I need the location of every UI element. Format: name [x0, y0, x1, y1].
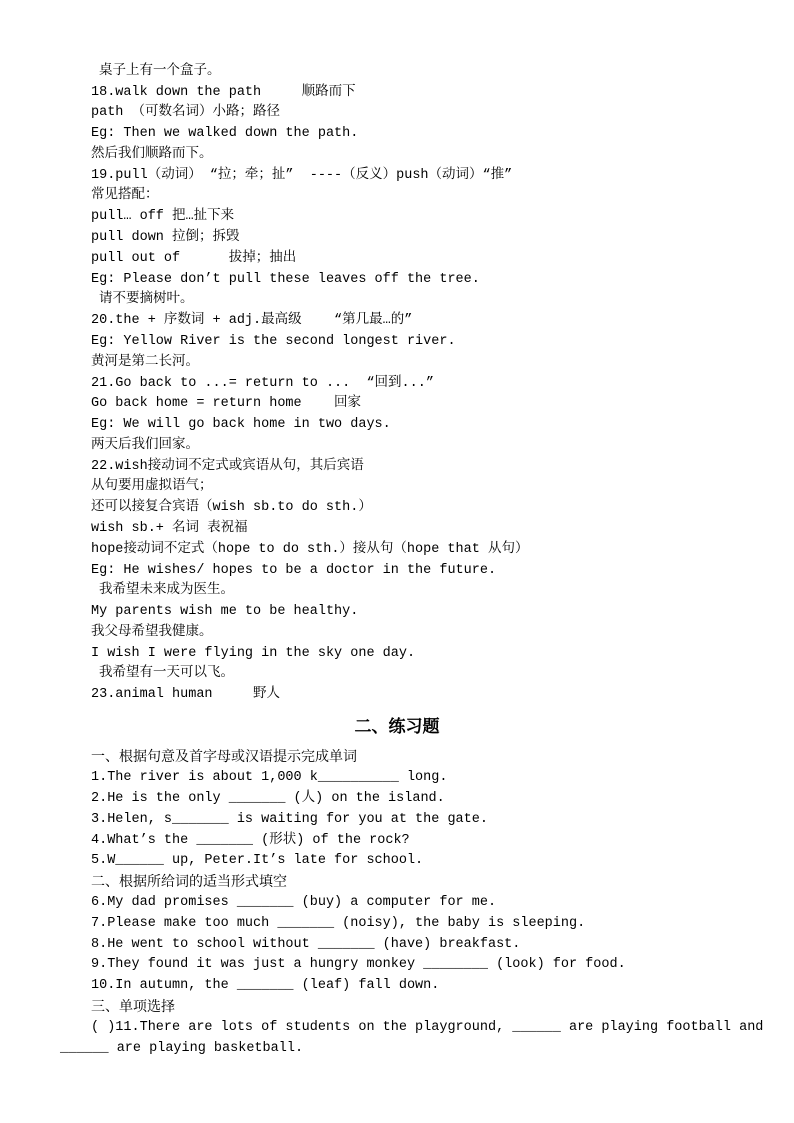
question-line: 10.In autumn, the _______ (leaf) fall down. — [91, 978, 440, 993]
note-line: 21.Go back to ...= return to ... “回到...” — [91, 376, 434, 391]
note-line: 请不要摘树叶。 — [99, 292, 194, 307]
question-line: 7.Please make too much _______ (noisy), the baby is sleeping. — [91, 916, 586, 931]
question-line: 1.The river is about 1,000 k__________ long. — [91, 770, 448, 785]
note-line: 桌子上有一个盒子。 — [99, 64, 221, 79]
note-line: 然后我们顺路而下。 — [91, 147, 213, 162]
note-line: Eg: Please don’t pull these leaves off the tree. — [91, 272, 480, 287]
question-line: 2.He is the only _______ (人) on the island. — [91, 791, 445, 806]
question-line: ( )11.There are lots of students on the playground, ______ are playing football and — [91, 1020, 764, 1035]
note-line: pull… off 把…扯下来 — [91, 209, 235, 224]
note-line: 我希望有一天可以飞。 — [99, 666, 234, 681]
note-line: 我父母希望我健康。 — [91, 625, 213, 640]
note-line: 常见搭配： — [91, 188, 159, 203]
question-line: 4.What’s the _______ (形状) of the rock? — [91, 833, 410, 848]
section-title: 一、根据句意及首字母或汉语提示完成单词 — [91, 749, 357, 765]
note-line: 还可以接复合宾语（wish sb.to do sth.） — [91, 500, 372, 515]
question-line: 5.W______ up, Peter.It’s late for school. — [91, 853, 424, 868]
note-line: path （可数名词）小路；路径 — [91, 105, 281, 120]
exercise-title: 二、练习题 — [354, 717, 440, 737]
note-line: pull down 拉倒；拆毁 — [91, 230, 240, 245]
note-line: Eg: Then we walked down the path. — [91, 126, 359, 141]
note-line: 23.animal human 野人 — [91, 687, 281, 702]
question-line: 9.They found it was just a hungry monkey ________ (look) for food. — [91, 957, 626, 972]
question-line: ______ are playing basketball. — [60, 1041, 304, 1056]
section-title: 三、单项选择 — [91, 999, 175, 1015]
note-line: Eg: Yellow River is the second longest river. — [91, 334, 456, 349]
note-line: Eg: He wishes/ hopes to be a doctor in the future. — [91, 563, 497, 578]
section-title: 二、根据所给词的适当形式填空 — [91, 874, 287, 890]
note-line: 黄河是第二长河。 — [91, 355, 199, 370]
note-line: 两天后我们回家。 — [91, 438, 199, 453]
note-line: 18.walk down the path 顺路而下 — [91, 85, 356, 100]
note-line: My parents wish me to be healthy. — [91, 604, 359, 619]
question-line: 8.He went to school without _______ (have) breakfast. — [91, 937, 521, 952]
note-line: Eg: We will go back home in two days. — [91, 417, 391, 432]
note-line: pull out of 拔掉；抽出 — [91, 251, 297, 266]
note-line: hope接动词不定式（hope to do sth.）接从句（hope that 从句） — [91, 542, 529, 557]
note-line: 从句要用虚拟语气； — [91, 479, 213, 494]
question-line: 6.My dad promises _______ (buy) a computer for me. — [91, 895, 497, 910]
question-line: 3.Helen, s_______ is waiting for you at the gate. — [91, 812, 488, 827]
note-line: 我希望未来成为医生。 — [99, 583, 234, 598]
note-line: 19.pull（动词） “拉；牵；扯” ----（反义）push（动词）“推” — [91, 168, 513, 183]
note-line: I wish I were flying in the sky one day. — [91, 646, 416, 661]
note-line: 20.the + 序数词 + adj.最高级 “第几最…的” — [91, 313, 413, 328]
note-line: wish sb.+ 名词 表祝福 — [91, 521, 248, 536]
note-line: 22.wish接动词不定式或宾语从句，其后宾语 — [91, 459, 364, 474]
note-line: Go back home = return home 回家 — [91, 396, 362, 411]
